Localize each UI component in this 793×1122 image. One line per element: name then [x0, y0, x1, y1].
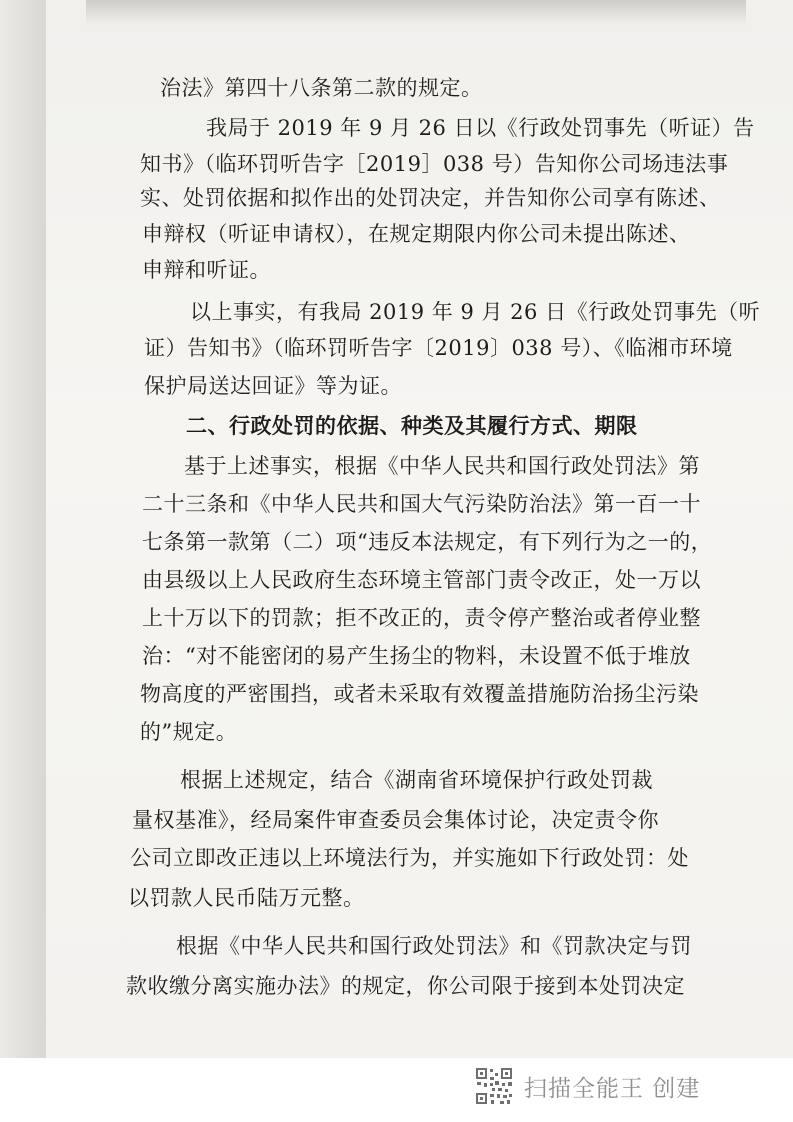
text-line: 七条第一款第（二）项“违反本法规定，有下列行为之一的，: [142, 530, 713, 554]
qr-code-icon: [474, 1066, 514, 1106]
text-line: 由县级以上人民政府生态环境主管部门责令改正，处一万以: [142, 568, 701, 592]
text-line: 保护局送达回证》等为证。: [144, 374, 402, 398]
text-line: 申辩权（听证申请权），在规定期限内你公司未提出陈述、: [142, 222, 691, 246]
text-line: 二十三条和《中华人民共和国大气污染防治法》第一百一十: [142, 492, 701, 516]
text-line: 款收缴分离实施办法》的规定，你公司限于接到本处罚决定: [126, 974, 685, 998]
section-heading: 二、行政处罚的依据、种类及其履行方式、期限: [186, 413, 638, 438]
text-line: 以上事实，有我局 2019 年 9 月 26 日《行政处罚事先（听: [190, 300, 761, 324]
text-line: 知书》（临环罚听告字［2019］038 号）告知你公司场违法事: [140, 152, 729, 176]
text-line: 的”规定。: [140, 720, 238, 744]
text-line: 治：“对不能密闭的易产生扬尘的物料，未设置不低于堆放: [142, 644, 691, 668]
text-line: 量权基准》，经局案件审查委员会集体讨论，决定责令你: [132, 808, 659, 832]
text-line: 申辩和听证。: [142, 258, 271, 282]
text-line: 治法》第四十八条第二款的规定。: [160, 76, 483, 100]
watermark-text: 扫描全能王 创建: [524, 1075, 701, 1102]
text-line: 实、处罚依据和拟作出的处罚决定，并告知你公司享有陈述、: [140, 186, 721, 210]
scanner-watermark: [474, 1066, 724, 1106]
text-line: 基于上述事实，根据《中华人民共和国行政处罚法》第: [184, 454, 700, 478]
text-line: 物高度的严密围挡，或者未采取有效覆盖措施防治扬尘污染: [140, 682, 699, 706]
text-line: 我局于 2019 年 9 月 26 日以《行政处罚事先（听证）告: [206, 116, 755, 140]
text-line: 上十万以下的罚款；拒不改正的，责令停产整治或者停业整: [142, 606, 701, 630]
scan-top-shadow: [86, 0, 746, 26]
text-line: 根据《中华人民共和国行政处罚法》和《罚款决定与罚: [176, 934, 692, 958]
text-line: 根据上述规定，结合《湖南省环境保护行政处罚裁: [180, 768, 653, 792]
text-line: 证）告知书》（临环罚听告字〔2019〕038 号）、《临湘市环境: [144, 336, 733, 360]
scan-left-edge: [0, 0, 46, 1058]
text-line: 以罚款人民币陆万元整。: [128, 886, 365, 910]
text-line: 公司立即改正违以上环境法行为，并实施如下行政处罚：处: [130, 846, 689, 870]
